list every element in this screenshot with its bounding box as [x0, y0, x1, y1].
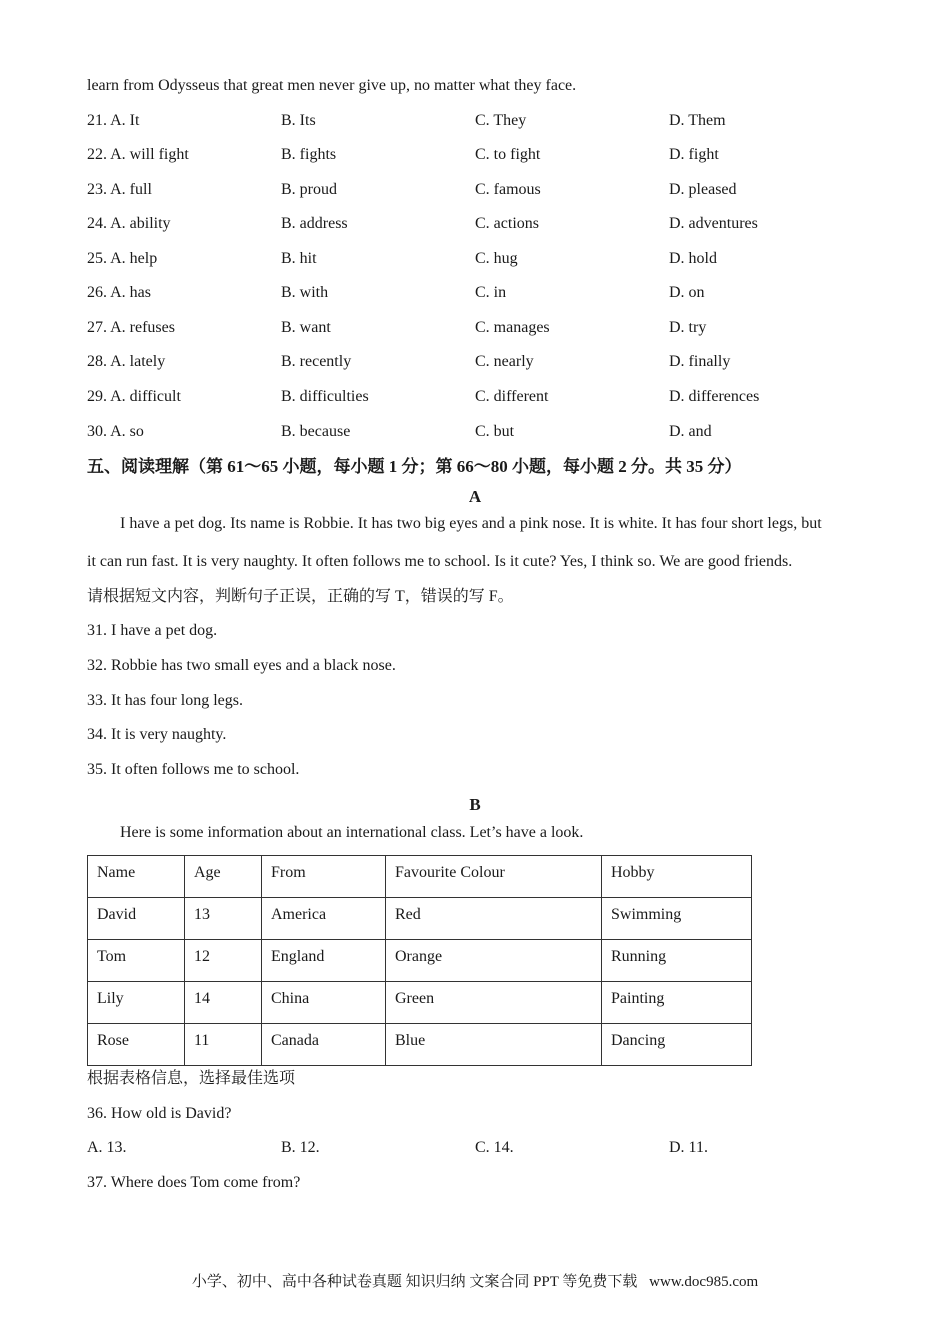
- option-c: C. manages: [475, 319, 550, 336]
- option-d: D. fight: [669, 146, 719, 163]
- cloze-option-row: [87, 214, 867, 234]
- option-c: C. to fight: [475, 146, 541, 163]
- option-b: B. recently: [281, 353, 352, 370]
- option-d: D. differences: [669, 388, 760, 405]
- table-header-cell: From: [262, 856, 386, 898]
- table-cell: Lily: [88, 982, 185, 1024]
- table-cell: Painting: [602, 982, 752, 1024]
- option-b: B. hit: [281, 250, 317, 267]
- table-cell: China: [262, 982, 386, 1024]
- table-cell: Canada: [262, 1024, 386, 1066]
- question-37: 37. Where does Tom come from?: [87, 1174, 301, 1191]
- table-cell: Green: [386, 982, 602, 1024]
- table-cell: Red: [386, 898, 602, 940]
- option-a: 21. A. It: [87, 112, 140, 129]
- passage-b-intro: Here is some information about an international class. Let’s have a look.: [120, 824, 584, 841]
- table-header-row: [88, 856, 752, 898]
- table-cell: Tom: [88, 940, 185, 982]
- table-cell: England: [262, 940, 386, 982]
- question-36-options: [87, 1138, 867, 1158]
- option-b: B. fights: [281, 146, 337, 163]
- table-cell: 12: [185, 940, 262, 982]
- option-b: B. 12.: [281, 1139, 320, 1156]
- table-header-cell: Hobby: [602, 856, 752, 898]
- class-info-table: [87, 855, 752, 1066]
- cloze-option-row: [87, 111, 867, 131]
- table-header-cell: Favourite Colour: [386, 856, 602, 898]
- footer-text: 小学、初中、高中各种试卷真题 知识归纳 文案合同 PPT 等免费下载: [191, 1274, 638, 1290]
- cloze-option-row: [87, 422, 867, 442]
- option-a: 25. A. help: [87, 250, 158, 267]
- table-cell: Blue: [386, 1024, 602, 1066]
- section5-title: 五、阅读理解（第 61～65 小题，每小题 1 分；第 66～80 小题，每小题 2 分。共 35 分）: [87, 457, 742, 476]
- option-c: C. actions: [475, 215, 539, 232]
- statement-31: 31. I have a pet dog.: [87, 622, 218, 639]
- passage-b-heading: B: [469, 795, 481, 814]
- table-cell: Rose: [88, 1024, 185, 1066]
- option-c: C. 14.: [475, 1139, 514, 1156]
- option-d: D. on: [669, 284, 705, 301]
- option-c: C. They: [475, 112, 527, 129]
- table-row: [88, 898, 752, 940]
- table-cell: Orange: [386, 940, 602, 982]
- question-36: 36. How old is David?: [87, 1105, 232, 1122]
- option-a: 27. A. refuses: [87, 319, 175, 336]
- option-c: C. famous: [475, 181, 541, 198]
- option-d: D. finally: [669, 353, 731, 370]
- passage-a-heading: A: [468, 487, 482, 506]
- cloze-option-row: [87, 352, 867, 372]
- table-header-cell: Age: [185, 856, 262, 898]
- table-header-cell: Name: [88, 856, 185, 898]
- option-c: C. in: [475, 284, 507, 301]
- option-d: D. hold: [669, 250, 717, 267]
- option-a: 28. A. lately: [87, 353, 166, 370]
- option-d: D. adventures: [669, 215, 758, 232]
- option-c: C. different: [475, 388, 549, 405]
- table-cell: Running: [602, 940, 752, 982]
- statement-34: 34. It is very naughty.: [87, 726, 227, 743]
- table-cell: 13: [185, 898, 262, 940]
- option-b: B. because: [281, 423, 351, 440]
- option-b: B. want: [281, 319, 331, 336]
- table-cell: David: [88, 898, 185, 940]
- passage-a-line1: I have a pet dog. Its name is Robbie. It has two big eyes and a pink nose. It is white. It has four short legs, but: [120, 515, 822, 532]
- option-d: D. and: [669, 423, 712, 440]
- passage-a-instruction: 请根据短文内容，判断句子正误，正确的写 T，错误的写 F。: [87, 588, 514, 605]
- table-cell: Swimming: [602, 898, 752, 940]
- passage-b-instruction: 根据表格信息，选择最佳选项: [87, 1070, 296, 1087]
- statement-35: 35. It often follows me to school.: [87, 761, 300, 778]
- option-b: B. with: [281, 284, 329, 301]
- option-d: D. Them: [669, 112, 726, 129]
- table-cell: 11: [185, 1024, 262, 1066]
- table-cell: America: [262, 898, 386, 940]
- statement-32: 32. Robbie has two small eyes and a black nose.: [87, 657, 396, 674]
- cloze-option-row: [87, 145, 867, 165]
- option-b: B. difficulties: [281, 388, 369, 405]
- option-b: B. address: [281, 215, 348, 232]
- table-row: [88, 1024, 752, 1066]
- cloze-option-row: [87, 318, 867, 338]
- option-d: D. pleased: [669, 181, 737, 198]
- option-a: 30. A. so: [87, 423, 144, 440]
- table-row: [88, 982, 752, 1024]
- table-cell: Dancing: [602, 1024, 752, 1066]
- option-c: C. but: [475, 423, 515, 440]
- table-cell: 14: [185, 982, 262, 1024]
- cloze-option-row: [87, 249, 867, 269]
- table-row: [88, 940, 752, 982]
- option-a: 24. A. ability: [87, 215, 171, 232]
- cloze-option-row: [87, 180, 867, 200]
- option-d: D. 11.: [669, 1139, 708, 1156]
- option-a: 29. A. difficult: [87, 388, 181, 405]
- option-a: 22. A. will fight: [87, 146, 189, 163]
- option-c: C. hug: [475, 250, 518, 267]
- option-c: C. nearly: [475, 353, 534, 370]
- footer-url[interactable]: www.doc985.com: [649, 1274, 759, 1290]
- statement-33: 33. It has four long legs.: [87, 692, 243, 709]
- intro-line: learn from Odysseus that great men never give up, no matter what they face.: [87, 77, 577, 94]
- cloze-option-row: [87, 387, 867, 407]
- cloze-option-row: [87, 283, 867, 303]
- option-b: B. Its: [281, 112, 316, 129]
- passage-a-line2: it can run fast. It is very naughty. It often follows me to school. Is it cute? Yes, I think so. We are good friends.: [87, 553, 793, 570]
- option-a: A. 13.: [87, 1139, 127, 1156]
- option-a: 26. A. has: [87, 284, 151, 301]
- option-b: B. proud: [281, 181, 337, 198]
- page-footer: [0, 1270, 950, 1291]
- option-d: D. try: [669, 319, 707, 336]
- option-a: 23. A. full: [87, 181, 152, 198]
